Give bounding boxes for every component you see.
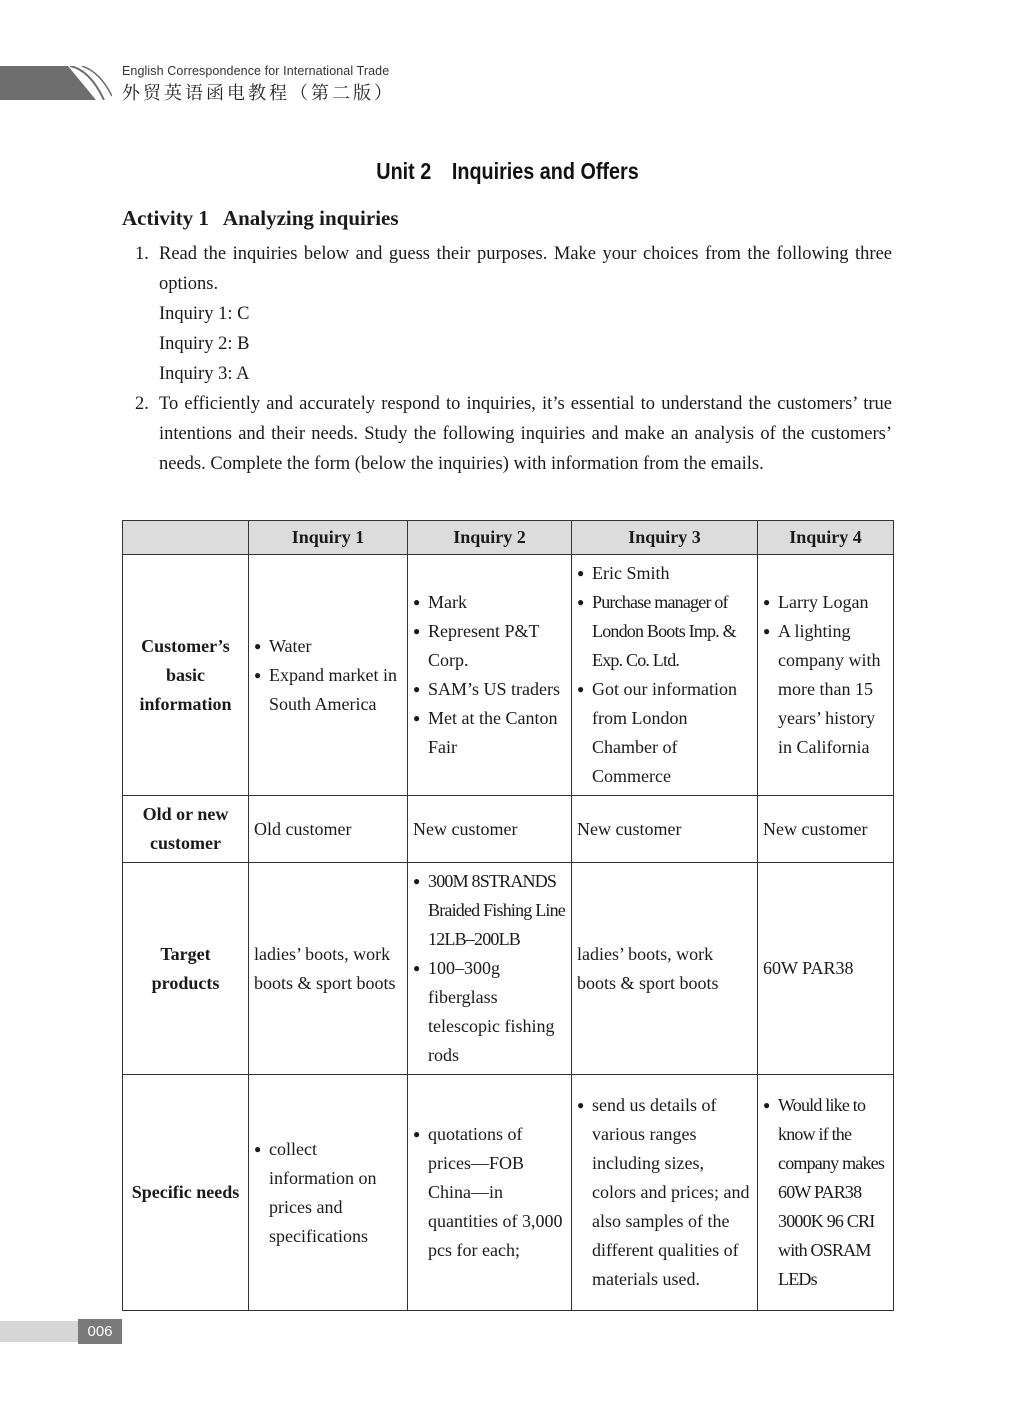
table-cell — [572, 555, 758, 796]
page-number: 006 — [78, 1319, 122, 1344]
table-row — [123, 1075, 894, 1311]
footer-bar-decoration — [0, 1321, 78, 1342]
header-english-title: English Correspondence for International Trade — [122, 64, 390, 78]
list-item: ● Larry Logan — [763, 588, 888, 617]
header-cell — [123, 521, 249, 555]
bullet-list — [763, 588, 888, 762]
instruction-text: To efficiently and accurately respond to inquiries, it’s essential to understand the customers’ true intentions and their needs. Study the following inquiries and make an analysis of the customers’ needs. Complete the form (below the inquiries) with information from the emails. — [159, 394, 892, 474]
unit-title — [71, 158, 944, 185]
table-row — [123, 555, 894, 796]
list-item: ● Purchase manager of London Boots Imp. & Exp. Co. Ltd. — [577, 588, 752, 675]
table-cell — [758, 1075, 894, 1311]
list-item: ● Water — [254, 632, 402, 661]
unit-label: Unit 2 — [376, 158, 432, 184]
table-cell: New customer — [572, 796, 758, 863]
activity-name: Analyzing inquiries — [222, 206, 399, 230]
header-cell: Inquiry 3 — [572, 521, 758, 555]
table-cell — [758, 555, 894, 796]
header-chinese-title: 外贸英语函电教程（第二版） — [122, 83, 395, 104]
table-cell — [249, 1075, 408, 1311]
bullet-list — [763, 1091, 888, 1294]
inquiry-analysis-table — [122, 520, 894, 1311]
instruction-number: 1. — [135, 244, 149, 264]
answer-line: Inquiry 3: A — [159, 364, 250, 384]
list-item: ● 100–300g fiberglass telescopic fishing rods — [413, 954, 566, 1070]
table-cell: 60W PAR38 — [758, 863, 894, 1075]
header-cell: Inquiry 2 — [408, 521, 572, 555]
bullet-list — [413, 588, 566, 762]
bullet-list — [413, 867, 566, 1070]
bullet-list — [254, 1135, 402, 1251]
table-cell — [408, 1075, 572, 1311]
instruction-number: 2. — [135, 394, 149, 414]
answer-line: Inquiry 1: C — [159, 304, 250, 324]
row-header-old-or-new: Old or new customer — [123, 796, 249, 863]
list-item: ● collect information on prices and specifications — [254, 1135, 402, 1251]
instruction-item-2 — [135, 389, 892, 479]
instruction-text: Read the inquiries below and guess their purposes. Make your choices from the following three options. — [159, 244, 892, 294]
table-row — [123, 863, 894, 1075]
table-cell: Old customer — [249, 796, 408, 863]
list-item: ● Eric Smith — [577, 559, 752, 588]
bullet-list — [413, 1120, 566, 1265]
table-cell — [408, 863, 572, 1075]
list-item: ● SAM’s US traders — [413, 675, 566, 704]
bullet-list — [254, 632, 402, 719]
running-header — [122, 64, 395, 105]
list-item: ● quotations of prices—FOB China—in quantities of 3,000 pcs for each; — [413, 1120, 566, 1265]
header-band-decoration — [0, 66, 112, 100]
instruction-item-1 — [135, 239, 892, 299]
table-cell: ladies’ boots, work boots & sport boots — [572, 863, 758, 1075]
row-header-specific-needs: Specific needs — [123, 1075, 249, 1311]
list-item: ● A lighting company with more than 15 years’ history in California — [763, 617, 888, 762]
list-item: ● send us details of various ranges including sizes, colors and prices; and also samples of the different qualities of materials used. — [577, 1091, 752, 1294]
table-cell — [408, 555, 572, 796]
table-row — [123, 796, 894, 863]
list-item: ● Would like to know if the company makes 60W PAR38 3000K 96 CRI with OSRAM LEDs — [763, 1091, 888, 1294]
list-item: ● Met at the Canton Fair — [413, 704, 566, 762]
bullet-list — [577, 559, 752, 791]
row-header-target-products: Target products — [123, 863, 249, 1075]
list-item: ● 300M 8STRANDS Braided Fishing Line 12LB–200LB — [413, 867, 566, 954]
table-cell: ladies’ boots, work boots & sport boots — [249, 863, 408, 1075]
header-cell: Inquiry 4 — [758, 521, 894, 555]
table-header-row — [123, 521, 894, 555]
list-item: ● Mark — [413, 588, 566, 617]
table-cell — [572, 1075, 758, 1311]
unit-name: Inquiries and Offers — [451, 158, 639, 184]
table-cell: New customer — [758, 796, 894, 863]
list-item: ● Represent P&T Corp. — [413, 617, 566, 675]
answer-line: Inquiry 2: B — [159, 334, 250, 354]
row-header-basic-info: Customer’s basic information — [123, 555, 249, 796]
list-item: ● Expand market in South America — [254, 661, 402, 719]
activity-title — [122, 206, 399, 231]
activity-label: Activity 1 — [122, 206, 209, 230]
list-item: ● Got our information from London Chamber of Commerce — [577, 675, 752, 791]
bullet-list — [577, 1091, 752, 1294]
header-cell: Inquiry 1 — [249, 521, 408, 555]
table-cell — [249, 555, 408, 796]
table-cell: New customer — [408, 796, 572, 863]
